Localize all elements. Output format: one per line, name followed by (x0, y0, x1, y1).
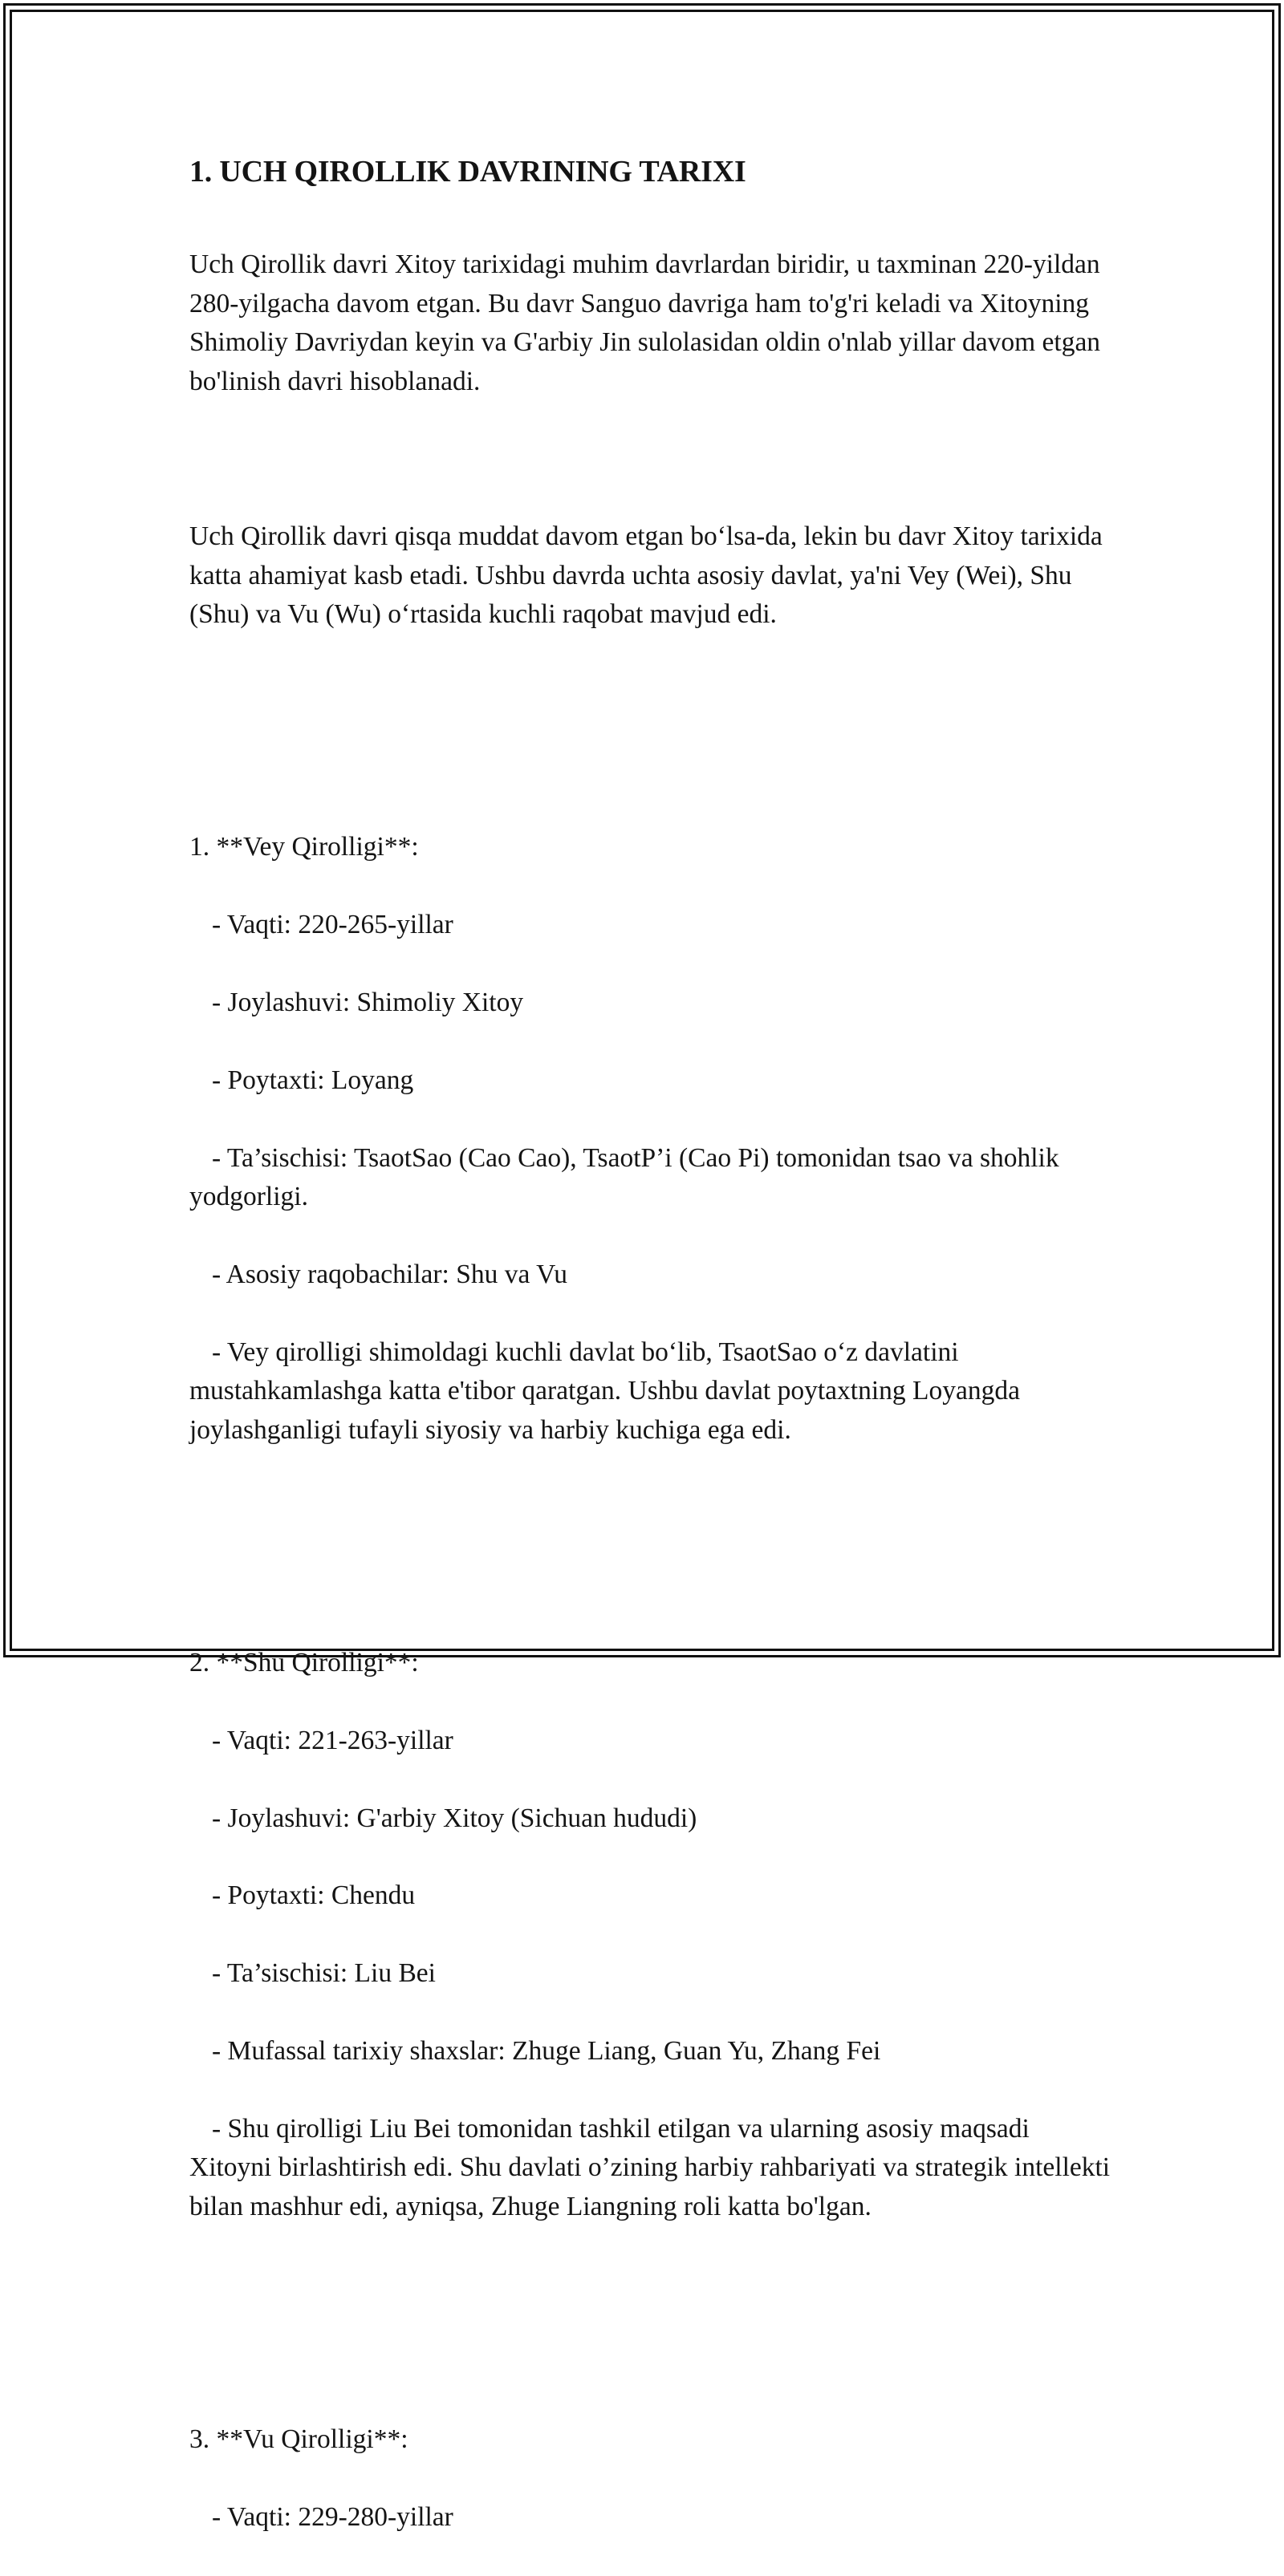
list-item: - Joylashuvi: Shimoliy Xitoy (212, 988, 524, 1018)
section-heading-vey: 1. **Vey Qirolligi**: (189, 832, 419, 862)
paragraph-gap (189, 440, 1112, 478)
document-title: 1. UCH QIROLLIK DAVRINING TARIXI (189, 155, 746, 189)
list-item: - Shu qirolligi Liu Bei tomonidan tashkil etilgan va ularning asosiy maqsadi Xitoyni birlashtirish edi. Shu davlati o’zining harbiy rahbariyati va strategik intellekti bilan mashhur edi, ayniqsa, Zhuge Liangning roli katta bo'lgan. (189, 2113, 1111, 2221)
list-item: - Poytaxti: Chendu (212, 1880, 416, 1911)
list-item: - Ta’sischisi: TsaotSao (Cao Cao), TsaotP’i (Cao Pi) tomonidan tsao va shohlik yodgorligi. (189, 1142, 1059, 1212)
list-item: - Poytaxti: Loyang (212, 1065, 414, 1095)
section-heading-shu: 2. **Shu Qirolligi**: (189, 1647, 419, 1677)
intro-paragraph: Uch Qirollik davri Xitoy tarixidagi muhim davrlardan biridir, u taxminan 220-yildan 280-yilgacha davom etgan. Bu davr Sanguo davriga ham to'g'ri keladi va Xitoyning Shimoliy Davriydan keyin va G'arbiy Jin sulolasidan oldin o'nlab yillar davom etgan bo'linish davri hisoblanadi. (189, 249, 1101, 396)
document-body (189, 148, 1112, 2576)
paragraph-gap (189, 673, 1112, 712)
list-item: - Asosiy raqobachilar: Shu va Vu (212, 1259, 568, 1289)
paragraph-gap (189, 1488, 1112, 1527)
list-item: - Ta’sischisi: Liu Bei (212, 1958, 436, 1989)
intro-paragraph: Uch Qirollik davri qisqa muddat davom etgan bo‘lsa-da, lekin bu davr Xitoy tarixida katta ahamiyat kasb etadi. Ushbu davrda uchta asosiy davlat, ya'ni Vey (Wei), Shu (Shu) va Vu (Wu) o‘rtasida kuchli raqobat mavjud edi. (189, 521, 1103, 630)
list-item: - Mufassal tarixiy shaxslar: Zhuge Liang, Guan Yu, Zhang Fei (212, 2036, 881, 2067)
list-item: - Vey qirolligi shimoldagi kuchli davlat bo‘lib, TsaotSao o‘z davlatini mustahkamlashga katta e'tibor qaratgan. Ushbu davlat poytaxtning Loyangda joylashganligi tufayli siyosiy va harbiy kuchiga ega edi. (189, 1337, 1020, 1445)
paragraph-gap (189, 2265, 1112, 2303)
list-item: - Vaqti: 229-280-yillar (212, 2501, 453, 2532)
list-item: - Vaqti: 220-265-yillar (212, 910, 453, 940)
section-heading-vu: 3. **Vu Qirolligi**: (189, 2424, 408, 2455)
document-text (189, 207, 1112, 2576)
list-item: - Joylashuvi: G'arbiy Xitoy (Sichuan hududi) (212, 1803, 697, 1833)
list-item: - Vaqti: 221-263-yillar (212, 1725, 453, 1755)
